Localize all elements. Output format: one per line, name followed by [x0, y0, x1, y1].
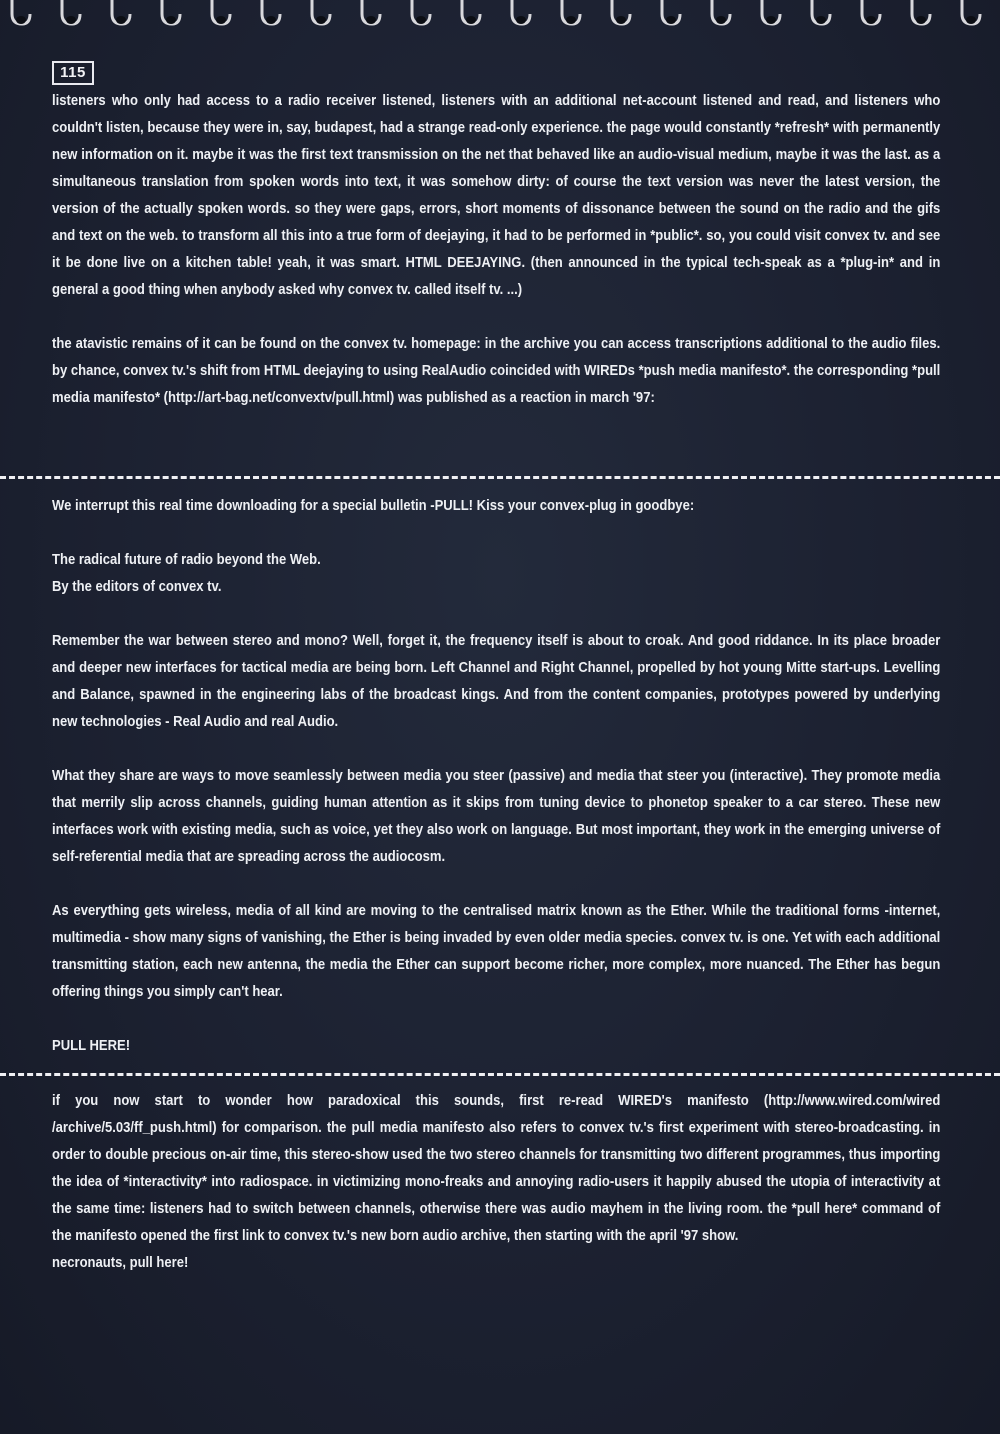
body-paragraph: if you now start to wonder how paradoxical this sounds, first re-read WIRED's manifesto (http://www.wired.com/wired /archive/5.03/ff_push.html) for comparison. the pull media manifesto also refers to convex tv.'s first experiment with stereo-broadcasting. in order to double precious on-air time, this stereo-show used the two stereo channels for transmitting two different programmes, thus importing the idea of *interactivity* into radiospace. in victimizing mono-freaks and annoying radio-users it happily abused the utopia of interactivity at the same time: listeners had to switch between channels, otherwise there was audio mayhem in the living room. the *pull here* command of the manifesto opened the first link to convex tv.'s new born audio archive, then starting with the april '97 show. [52, 1093, 941, 1244]
closing-section [52, 1088, 940, 1277]
manifesto-headline: The radical future of radio beyond the Web. [52, 552, 321, 568]
final-line: necronauts, pull here! [52, 1255, 189, 1271]
manifesto-paragraph: What they share are ways to move seamlessly between media you steer (passive) and media that steer you (interactive). They promote media that merrily slip across channels, guiding human attention as it skips from tuning device to phonetop speaker to a car stereo. These new interfaces work with existing media, such as voice, yet they also work on language. But most important, they work in the emerging universe of self-referential media that are spreading across the audiocosm. [52, 768, 941, 865]
manifesto-byline: By the editors of convex tv. [52, 579, 222, 595]
body-paragraph: listeners who only had access to a radio receiver listened, listeners with an additional net-account listened and read, and listeners who couldn't listen, because they were in, say, budapest, had a strange read-only experience. the page would constantly *refresh* with permanently new information on it. maybe it was the first text transmission on the net that behaved like an audio-visual medium, maybe it was the last. as a simultaneous translation from spoken words into text, it was somehow dirty: of course the text version was never the latest version, the version of the actually spoken words. so they were gaps, errors, short moments of dissonance between the sound on the radio and the gifs and text on the web. to transform all this into a true form of deejaying, it had to be performed in *public*. so, you could visit convex tv. and see it be done live on a kitchen table! yeah, it was smart. HTML DEEJAYING. (then announced in the typical tech-speak as a *plug-in* and in general a good thing when anybody asked why convex tv. called itself tv. ...) [52, 93, 941, 298]
page-number: 115 [52, 61, 94, 85]
intro-section [52, 88, 940, 412]
spiral-binding [0, 0, 1000, 40]
manifesto-section [52, 493, 940, 1060]
dashed-divider [0, 476, 1000, 479]
body-paragraph: the atavistic remains of it can be found on the convex tv. homepage: in the archive you can access transcriptions additional to the audio files. by chance, convex tv.'s shift from HTML deejaying to using RealAudio coincided with WIREDs *push media manifesto*. the corresponding *pull media manifesto* (http://art-bag.net/convextv/pull.html) was published as a reaction in march '97: [52, 336, 941, 406]
dashed-divider [0, 1073, 1000, 1076]
manifesto-paragraph: As everything gets wireless, media of all kind are moving to the centralised matrix known as the Ether. While the traditional forms -internet, multimedia - show many signs of vanishing, the Ether is being invaded by even older media species. convex tv. is one. Yet with each additional transmitting station, each new antenna, the media the Ether can support become richer, more complex, more nuanced. The Ether has begun offering things you simply can't hear. [52, 903, 941, 1000]
manifesto-intro: We interrupt this real time downloading for a special bulletin -PULL! Kiss your convex-plug in goodbye: [52, 498, 695, 514]
manifesto-closing: PULL HERE! [52, 1038, 131, 1054]
manifesto-paragraph: Remember the war between stereo and mono? Well, forget it, the frequency itself is about to croak. And good riddance. In its place broader and deeper new interfaces for tactical media are being born. Left Channel and Right Channel, propelled by hot young Mitte start-ups. Levelling and Balance, spawned in the engineering labs of the broadcast kings. And from the content companies, prototypes powered by underlying new technologies - Real Audio and real Audio. [52, 633, 941, 730]
